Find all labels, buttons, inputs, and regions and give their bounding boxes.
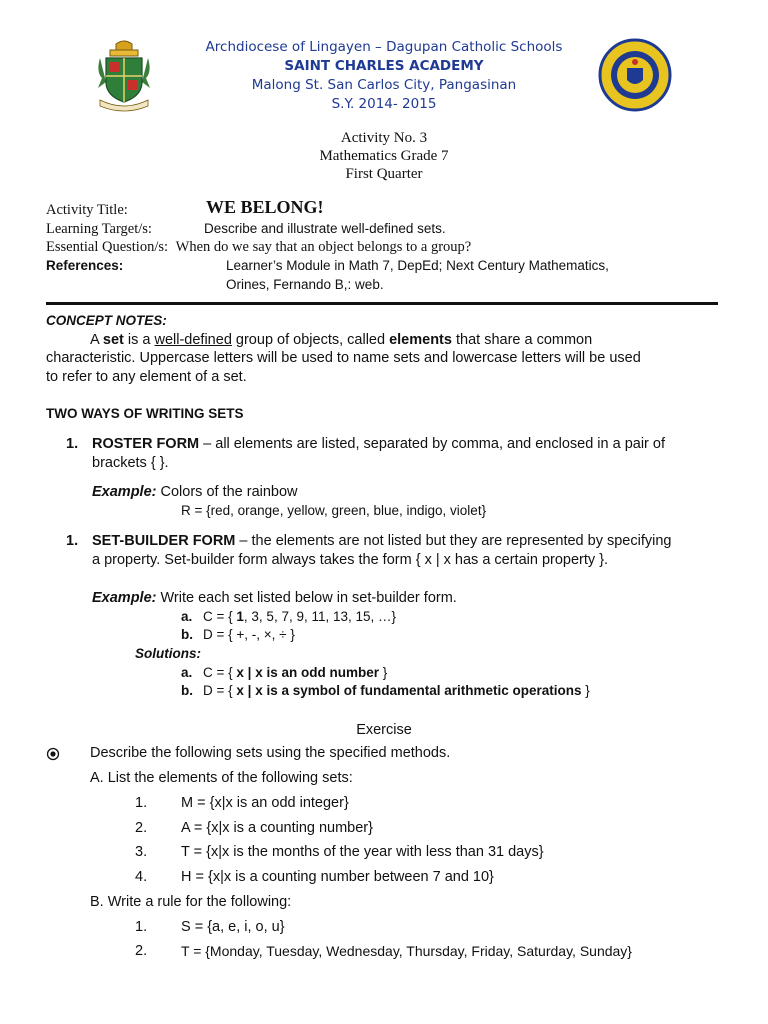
set-text-bold: 1 bbox=[236, 609, 244, 624]
sb-b-set: D = { +, -, ×, ÷ } bbox=[203, 627, 295, 642]
set-text: } bbox=[378, 665, 388, 680]
example-text: Colors of the rainbow bbox=[156, 484, 298, 500]
setbuilder-title: SET-BUILDER FORM bbox=[92, 533, 236, 549]
concept-text: that share a common bbox=[451, 332, 593, 348]
concept-line-1 bbox=[90, 332, 592, 348]
part-a-heading: A. List the elements of the following sets: bbox=[90, 770, 353, 786]
sb-a-label: a. bbox=[181, 609, 193, 624]
a-item-3-num: 3. bbox=[135, 844, 148, 860]
example-text: Write each set listed below in set-builder form. bbox=[156, 590, 457, 606]
set-text-bold: x | x is an odd number bbox=[236, 665, 379, 680]
roster-desc: – all elements are listed, separated by comma, and enclosed in a pair of bbox=[199, 436, 666, 452]
header-address: Malong St. San Carlos City, Pangasinan bbox=[251, 77, 517, 93]
roster-example bbox=[92, 484, 298, 500]
setbuilder-desc: – the elements are not listed but they are represented by specifying bbox=[235, 533, 672, 549]
term-elements: elements bbox=[389, 332, 452, 348]
exercise-title: Exercise bbox=[356, 722, 412, 738]
a-item-1-text: M = {x|x is an odd integer} bbox=[181, 795, 349, 811]
title-label: Activity Title: bbox=[46, 202, 128, 218]
header-school-name: SAINT CHARLES ACADEMY bbox=[284, 58, 484, 74]
example-label: Example: bbox=[92, 590, 157, 606]
concept-text: group of objects, called bbox=[231, 332, 390, 348]
exercise-instruction: Describe the following sets using the specified methods. bbox=[90, 745, 451, 761]
activity-title-row bbox=[46, 197, 324, 219]
references-value-2: Orines, Fernando B,: web. bbox=[226, 277, 384, 292]
header-archdiocese: Archdiocese of Lingayen – Dagupan Catholic Schools bbox=[205, 39, 563, 55]
term-set: set bbox=[102, 332, 124, 348]
set-text: C = { bbox=[203, 665, 237, 680]
section-divider bbox=[46, 302, 718, 305]
set-text-bold: x | x is a symbol of fundamental arithmetic operations bbox=[236, 683, 582, 698]
setbuilder-example bbox=[92, 590, 457, 606]
concept-line-3: to refer to any element of a set. bbox=[46, 369, 247, 385]
radio-bullet-icon bbox=[46, 747, 60, 761]
a-item-4-num: 4. bbox=[135, 869, 148, 885]
sol-b-set bbox=[203, 683, 590, 698]
activity-subject: Mathematics Grade 7 bbox=[319, 148, 449, 164]
solutions-label: Solutions: bbox=[135, 646, 201, 661]
a-item-1-num: 1. bbox=[135, 795, 148, 811]
a-item-3-text: T = {x|x is the months of the year with less than 31 days} bbox=[181, 844, 544, 860]
target-value: Describe and illustrate well-defined sets. bbox=[204, 221, 446, 236]
references-value-1: Learner’s Module in Math 7, DepEd; Next Century Mathematics, bbox=[226, 258, 609, 273]
activity-quarter: First Quarter bbox=[345, 166, 423, 182]
roster-example-set: R = {red, orange, yellow, green, blue, indigo, violet} bbox=[181, 503, 487, 518]
b-item-2-num: 2. bbox=[135, 943, 148, 959]
target-label: Learning Target/s: bbox=[46, 221, 152, 237]
a-item-2-text: A = {x|x is a counting number} bbox=[181, 820, 373, 836]
example-label: Example: bbox=[92, 484, 157, 500]
concept-heading: CONCEPT NOTES: bbox=[46, 313, 167, 328]
roster-title: ROSTER FORM bbox=[92, 436, 200, 452]
essential-question-row bbox=[46, 239, 471, 256]
setbuilder-line-1 bbox=[92, 533, 671, 549]
roster-number: 1. bbox=[66, 436, 79, 452]
roster-line-1 bbox=[92, 436, 665, 452]
sol-b-label: b. bbox=[181, 683, 193, 698]
set-text: , 3, 5, 7, 9, 11, 13, 15, …} bbox=[243, 609, 397, 624]
references-row bbox=[46, 258, 609, 273]
references-label: References: bbox=[46, 258, 124, 273]
title-value: WE BELONG! bbox=[206, 197, 324, 217]
sol-a-label: a. bbox=[181, 665, 193, 680]
sb-b-label: b. bbox=[181, 627, 193, 642]
set-text: } bbox=[581, 683, 590, 698]
learning-target-row bbox=[46, 221, 446, 238]
concept-line-2: characteristic. Uppercase letters will be used to name sets and lowercase letters will be used bbox=[46, 350, 641, 366]
concept-text: A bbox=[90, 332, 103, 348]
concept-text: is a bbox=[123, 332, 155, 348]
two-ways-heading: TWO WAYS OF WRITING SETS bbox=[46, 406, 244, 421]
b-item-2-text: T = {Monday, Tuesday, Wednesday, Thursday, Friday, Saturday, Sunday} bbox=[181, 943, 632, 959]
question-value: When do we say that an object belongs to a group? bbox=[175, 239, 472, 255]
a-item-2-num: 2. bbox=[135, 820, 148, 836]
sol-a-set bbox=[203, 665, 387, 680]
roster-line-2: brackets { }. bbox=[92, 455, 169, 471]
set-text: C = { bbox=[203, 609, 237, 624]
setbuilder-line-2: a property. Set-builder form always takes the form { x | x has a certain property }. bbox=[92, 552, 609, 568]
activity-number: Activity No. 3 bbox=[340, 130, 428, 146]
header-school-year: S.Y. 2014- 2015 bbox=[331, 96, 437, 112]
b-item-1-num: 1. bbox=[135, 919, 148, 935]
question-label: Essential Question/s: bbox=[46, 239, 169, 255]
setbuilder-number: 1. bbox=[66, 533, 79, 549]
set-text: D = { bbox=[203, 683, 237, 698]
part-b-heading: B. Write a rule for the following: bbox=[90, 894, 292, 910]
a-item-4-text: H = {x|x is a counting number between 7 and 10} bbox=[181, 869, 494, 885]
b-item-1-text: S = {a, e, i, o, u} bbox=[181, 919, 285, 935]
term-well-defined: well-defined bbox=[154, 332, 232, 348]
sb-a-set bbox=[203, 609, 396, 624]
